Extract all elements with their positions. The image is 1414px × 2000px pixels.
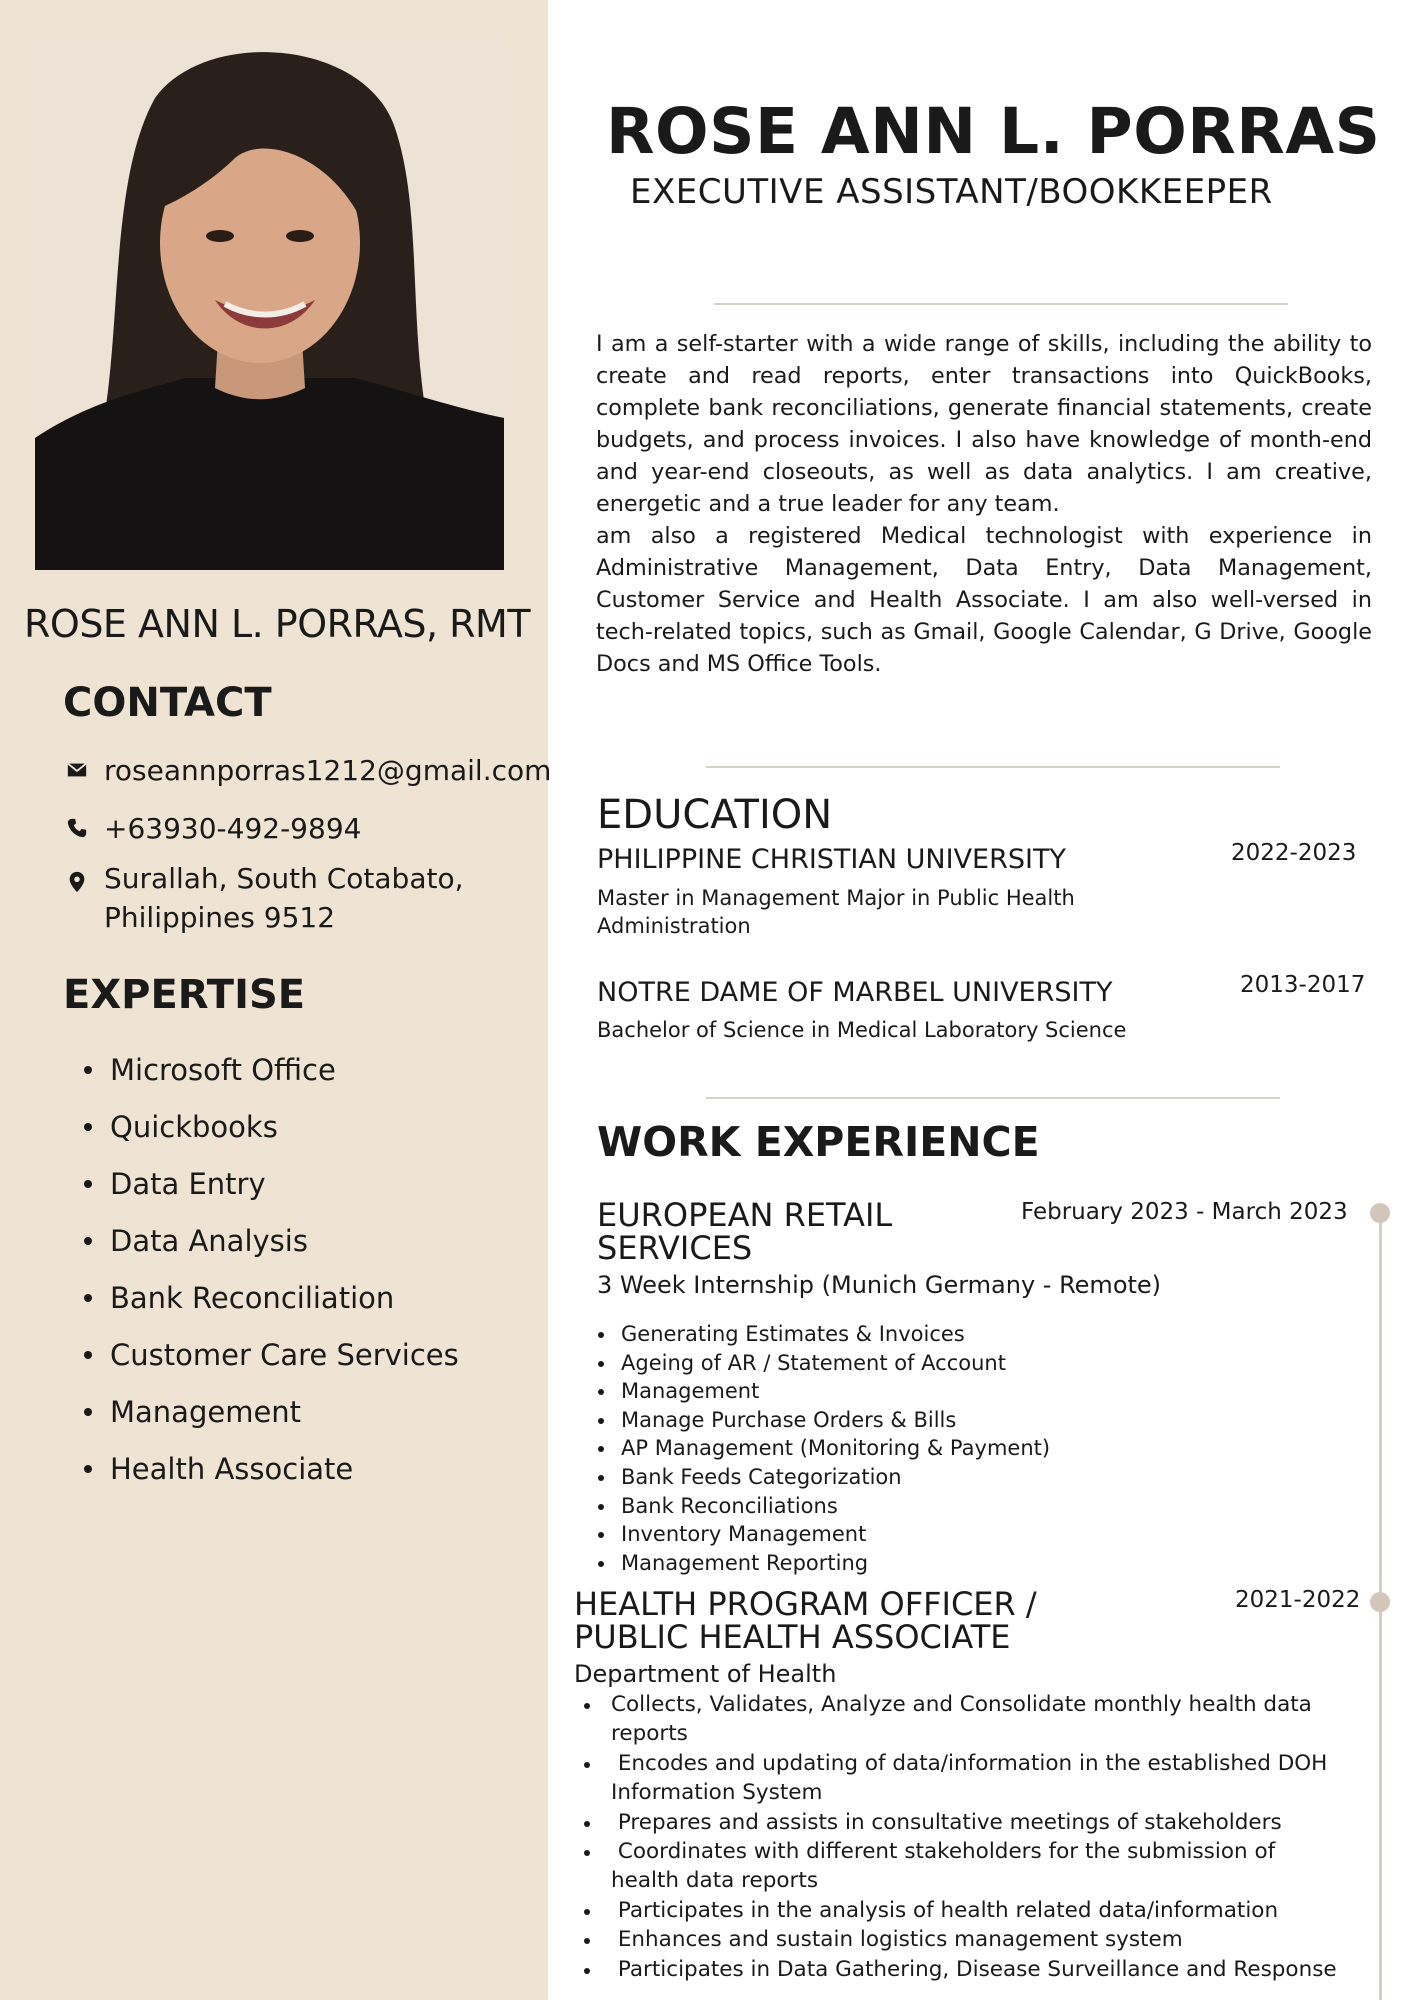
sidebar [0,0,552,2000]
education-degree: Master in Management Major in Public Health Administration [597,886,1075,938]
job-subtitle: 3 Week Internship (Munich Germany - Remote) [597,1271,1162,1299]
page-title: ROSE ANN L. PORRAS [606,95,1381,168]
list-item: Bank Feeds Categorization [621,1463,1050,1492]
education-years: 2013-2017 [1240,972,1366,998]
timeline-dot [1370,1592,1390,1612]
map-pin-icon [66,871,88,893]
education-heading: EDUCATION [597,792,833,838]
expertise-list [110,1048,459,1504]
education-degree: Bachelor of Science in Medical Laboratory Science [597,1018,1127,1042]
list-item: Manage Purchase Orders & Bills [621,1406,1050,1435]
job-company [597,1196,893,1267]
list-item-continuation: Information System [611,1780,823,1806]
envelope-icon [66,759,88,781]
list-item: Management [110,1390,459,1447]
list-item: Management Reporting [621,1549,1050,1578]
list-item: Bank Reconciliations [621,1492,1050,1521]
expertise-heading: EXPERTISE [63,972,306,1018]
list-item: Management [621,1377,1050,1406]
address-line1: Surallah, South Cotabato, [104,862,464,895]
list-item: Prepares and assists in consultative meetings of stakeholders [611,1808,1337,1837]
contact-heading: CONTACT [63,680,272,726]
phone-text: +63930-492-9894 [104,812,362,845]
summary-paragraph: I am a self-starter with a wide range of skills, including the ability to create and read reports, enter transactions into QuickBooks, complete bank reconciliations, generate financial statements, create budgets, and process invoices. I also have knowledge of month-end and year-end closeouts, as well as data analytics. I am creative, energetic and a true leader for any team. [596,331,1372,517]
divider [714,303,1288,305]
profile-photo [35,38,504,570]
job-title: EXECUTIVE ASSISTANT/BOOKKEEPER [630,172,1273,212]
list-item: Data Entry [110,1162,459,1219]
list-item: Enhances and sustain logistics management system [611,1925,1337,1954]
job-dates: 2021-2022 [1235,1587,1361,1613]
email-text: roseannporras1212@gmail.com [104,754,552,787]
list-item: Collects, Validates, Analyze and Consolidate monthly health data [611,1690,1337,1719]
list-item-continuation: reports [611,1721,688,1747]
job-company-line: EUROPEAN RETAIL [597,1196,893,1234]
address-line2: Philippines 9512 [104,901,336,934]
education-school: PHILIPPINE CHRISTIAN UNIVERSITY [597,844,1066,875]
list-item: Quickbooks [110,1105,459,1162]
summary [596,328,1372,680]
divider [706,1097,1280,1099]
list-item: Health Associate [110,1447,459,1504]
list-item: Customer Care Services [110,1333,459,1390]
education-years: 2022-2023 [1231,840,1357,866]
list-item: Microsoft Office [110,1048,459,1105]
job-company-line: SERVICES [597,1229,753,1267]
list-item: Generating Estimates & Invoices [621,1320,1050,1349]
job-company-line: PUBLIC HEALTH ASSOCIATE [574,1618,1011,1656]
timeline-dot [1370,1203,1390,1223]
list-item: AP Management (Monitoring & Payment) [621,1434,1050,1463]
list-item: Participates in Data Gathering, Disease Surveillance and Response [611,1955,1337,1984]
list-item-continuation: health data reports [611,1868,819,1894]
education-school: NOTRE DAME OF MARBEL UNIVERSITY [597,977,1113,1008]
list-item: Participates in the analysis of health related data/information [611,1896,1337,1925]
list-item: Data Analysis [110,1219,459,1276]
job-duties [611,1690,1337,1984]
list-item: Bank Reconciliation [110,1276,459,1333]
list-item: Inventory Management [621,1520,1050,1549]
job-company [574,1585,1037,1656]
job-subtitle: Department of Health [574,1660,837,1688]
work-heading: WORK EXPERIENCE [597,1118,1040,1166]
job-company-line: HEALTH PROGRAM OFFICER / [574,1585,1037,1623]
phone-icon [66,817,88,839]
divider [706,766,1280,768]
job-duties [621,1320,1050,1577]
summary-paragraph: am also a registered Medical technologist with experience in Administrative Management, Data Entry, Data Management, Customer Service and Health Associate. I am also well-versed in tech-related topics, such as Gmail, Google Calendar, G Drive, Google Docs and MS Office Tools. [596,523,1372,677]
list-item: Encodes and updating of data/information in the established DOH [611,1749,1337,1778]
list-item: Ageing of AR / Statement of Account [621,1349,1050,1378]
sidebar-name: ROSE ANN L. PORRAS, RMT [24,602,531,646]
list-item: Coordinates with different stakeholders for the submission of [611,1837,1337,1866]
job-dates: February 2023 - March 2023 [1021,1199,1348,1225]
